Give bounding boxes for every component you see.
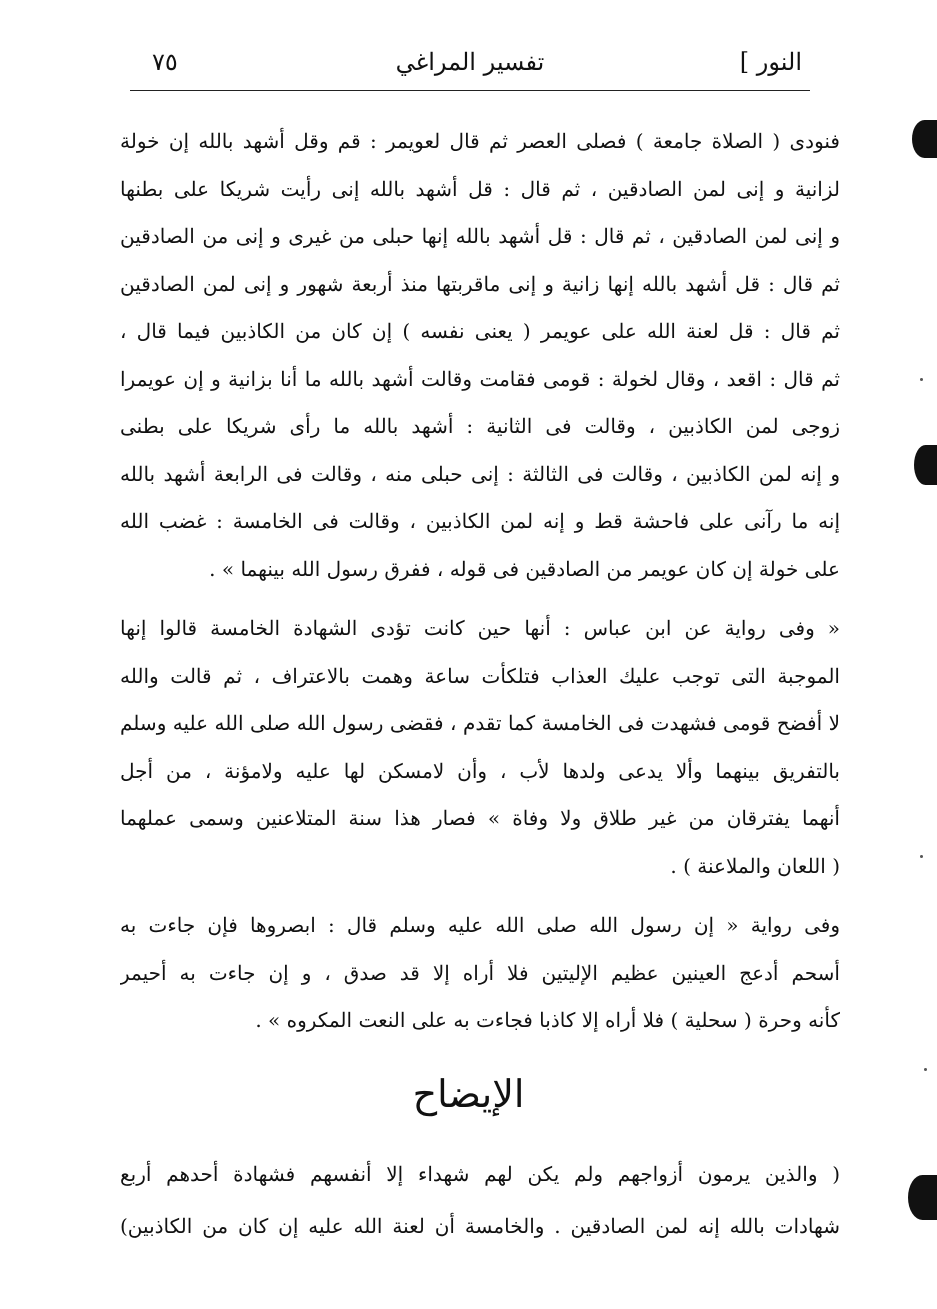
surah-name: النور ] — [739, 48, 802, 76]
scan-speck — [924, 1068, 927, 1071]
text-line: « وفى رواية عن ابن عباس : أنها حين كانت تؤدى الشهادة الخامسة قالوا إنها — [120, 616, 840, 640]
scan-edge-mark — [912, 120, 937, 158]
text-line: ( اللعان والملاعنة ) . — [670, 853, 840, 878]
text-line: على خولة إن كان عويمر من الصادقين فى قوله ، ففرق رسول الله بينهما » . — [209, 556, 840, 581]
text-line: أنهما يفترقان من غير طلاق ولا وفاة » فصار هذا سنة المتلاعنين وسمى عملهما — [120, 806, 840, 830]
text-line: إنه ما رآنى على فاحشة قط و إنه لمن الكاذبين ، وقالت فى الخامسة : غضب الله — [120, 509, 840, 533]
text-line: لا أفضح قومى فشهدت فى الخامسة كما تقدم ، فقضى رسول الله صلى الله عليه وسلم — [120, 711, 840, 735]
text-line: فنودى ( الصلاة جامعة ) فصلى العصر ثم قال لعويمر : قم وقل أشهد بالله إن خولة — [120, 129, 840, 153]
paragraph-third-narration — [120, 902, 840, 1045]
text-line: كأنه وحرة ( سحلية ) فلا أراه إلا كاذبا فجاءت به على النعت المكروه » . — [255, 1008, 840, 1032]
scan-edge-mark — [914, 445, 937, 485]
text-line: ثم قال : قل لعنة الله على عويمر ( يعنى نفسه ) إن كان من الكاذبين فيما قال ، — [120, 319, 840, 343]
text-line: ثم قال : قل أشهد بالله إنها زانية و إنى ماقربتها منذ أربعة شهور و إنى لمن الصادقين — [120, 271, 840, 296]
paragraph-hadith-narration — [120, 118, 840, 593]
scan-speck — [920, 855, 923, 858]
paragraph-ibn-abbas-narration — [120, 605, 840, 890]
text-line: زوجى لمن الكاذبين ، وقالت فى الثانية : أشهد بالله ما رأى شريكا على بطنى — [120, 414, 840, 438]
text-line: ( والذين يرمون أزواجهم ولم يكن لهم شهداء إلا أنفسهم فشهادة أحدهم أربع — [120, 1162, 840, 1186]
book-title: تفسير المراغي — [395, 48, 545, 76]
paragraph-gap — [120, 890, 840, 902]
text-line: لزانية و إنى لمن الصادقين ، ثم قال : قل أشهد بالله إنى رأيت شريكا على بطنها — [120, 176, 840, 201]
text-line: شهادات بالله إنه لمن الصادقين . والخامسة أن لعنة الله عليه إن كان من الكاذبين) — [120, 1214, 840, 1238]
scan-edge-mark — [908, 1175, 937, 1220]
explanation-paragraph — [120, 1148, 840, 1252]
page-number: ٧٥ — [152, 48, 178, 76]
text-line: بالتفريق بينهما وألا يدعى ولدها لأب ، وأن لامسكن لها عليه ولامؤنة ، من أجل — [120, 758, 840, 783]
text-line: وفى رواية « إن رسول الله صلى الله عليه وسلم قال : ابصروها فإن جاءت به — [120, 913, 840, 937]
section-heading: الإيضاح — [412, 1072, 525, 1116]
text-line: الموجبة التى توجب عليك العذاب فتلكأت ساعة وهمت بالاعتراف ، ثم قالت والله — [120, 663, 840, 688]
text-line: أسحم أدعج العينين عظيم الإليتين فلا أراه إلا قد صدق ، و إن جاءت به أحيمر — [120, 960, 840, 985]
text-line: و إنه لمن الكاذبين ، وقالت فى الثالثة : إنى حبلى منه ، وقالت فى الرابعة أشهد بالله — [120, 461, 840, 486]
paragraph-gap — [120, 593, 840, 605]
main-body-text — [120, 118, 840, 1045]
text-line: ثم قال : اقعد ، وقال لخولة : قومى فقامت وقالت أشهد بالله ما أنا بزانية و إن عويمرا — [120, 366, 840, 391]
scan-speck — [920, 378, 923, 381]
page-header — [130, 42, 810, 91]
text-line: و إنى لمن الصادقين ، ثم قال : قل أشهد بالله إنها حبلى من غيرى و إنى من الصادقين — [120, 224, 840, 248]
